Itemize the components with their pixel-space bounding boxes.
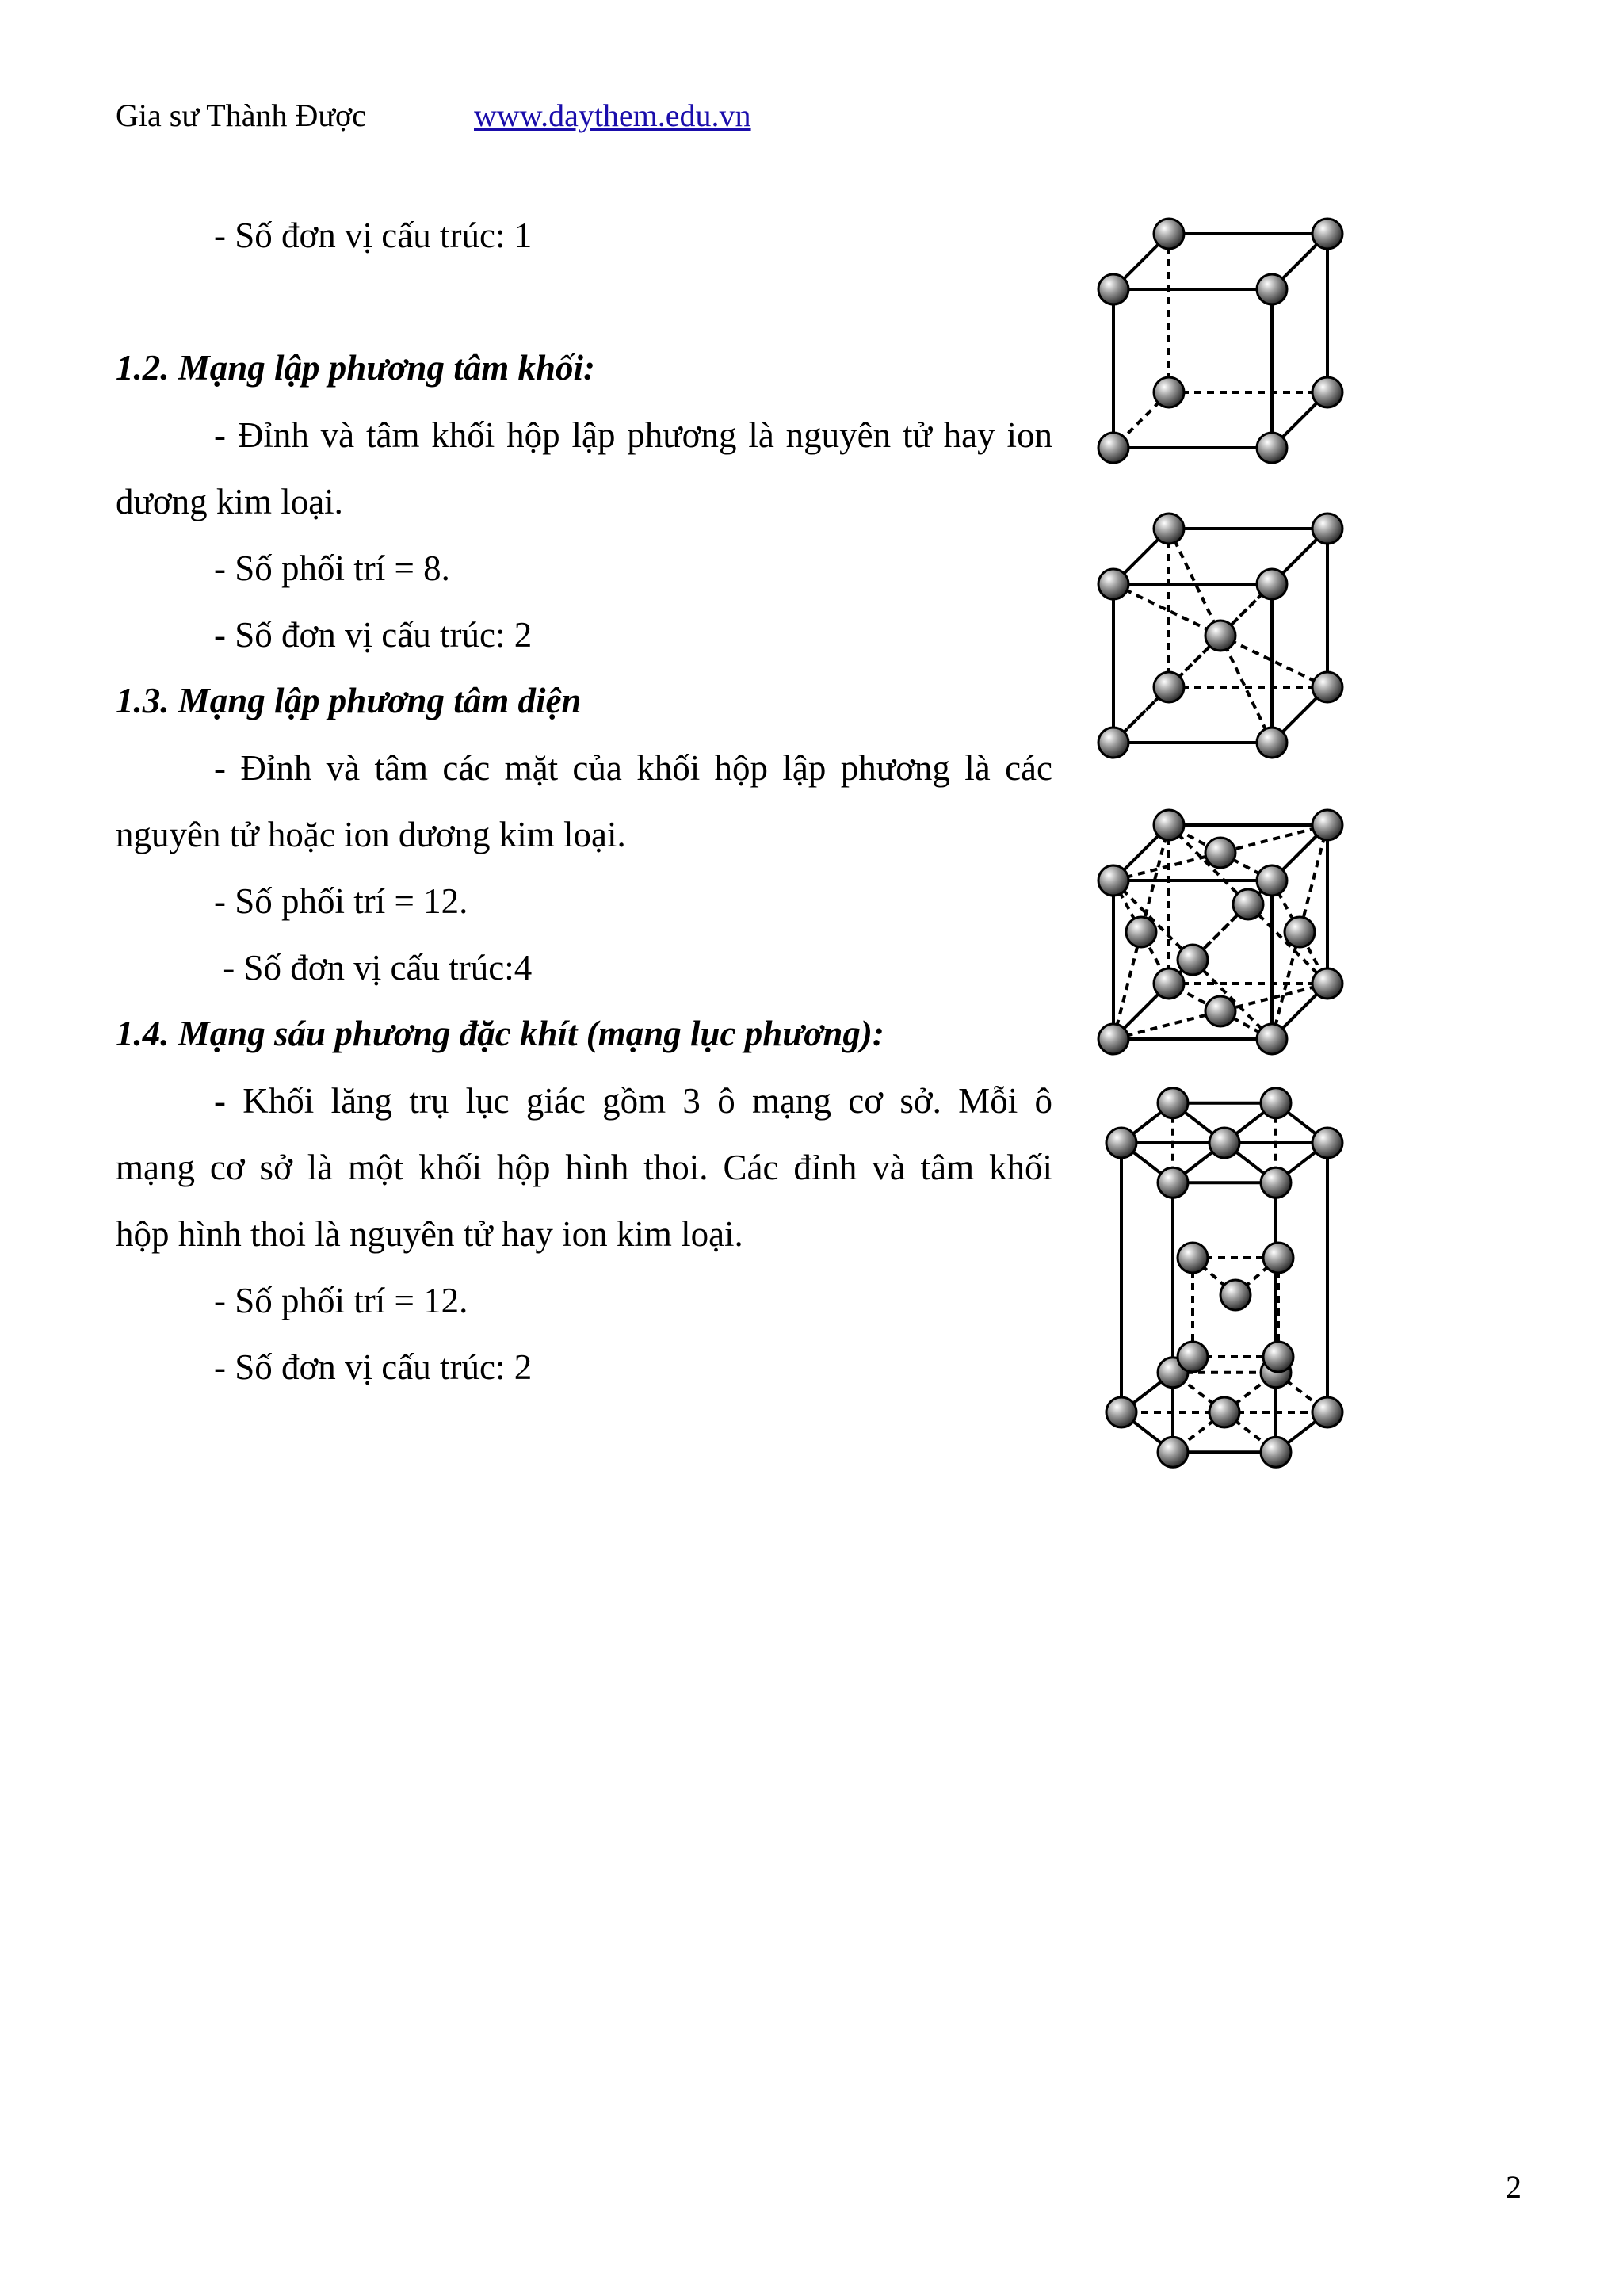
body-center-atom — [1205, 621, 1235, 651]
fcc-units: - Số đơn vị cấu trúc:4 — [214, 948, 533, 988]
hex-vertex-atom — [1158, 1088, 1188, 1118]
corner-atom — [1257, 1024, 1287, 1054]
hcp-desc-line3: hộp hình thoi là nguyên tử hay ion kim loại. — [116, 1214, 743, 1254]
hex-center-atom — [1209, 1397, 1239, 1427]
hcp-heading: 1.4. Mạng sáu phương đặc khít (mạng lục phương): — [116, 1014, 884, 1053]
hex-vertex-atom — [1106, 1128, 1136, 1158]
face-center-atom — [1285, 917, 1315, 947]
hex-vertex-atom — [1261, 1437, 1291, 1467]
hex-vertex-atom — [1261, 1167, 1291, 1198]
face-center-atom — [1205, 838, 1235, 868]
corner-atom — [1098, 569, 1128, 599]
body-diagonal — [1220, 636, 1272, 743]
corner-atom — [1098, 274, 1128, 304]
hex-center-atom — [1209, 1128, 1239, 1158]
corner-atom — [1257, 728, 1287, 758]
hex-vertex-atom — [1312, 1397, 1342, 1427]
face-center-atom — [1233, 889, 1263, 919]
bcc-desc-line2: dương kim loại. — [116, 482, 343, 521]
corner-atom — [1154, 377, 1184, 407]
hcp-coordination: - Số phối trí = 12. — [214, 1281, 468, 1320]
body-diagonal — [1169, 529, 1220, 636]
hcp-desc-line1: - Khối lăng trụ lục giác gồm 3 ô mạng cơ sở. Mỗi ô — [214, 1081, 1052, 1121]
corner-atom — [1312, 219, 1342, 249]
corner-atom — [1312, 810, 1342, 840]
corner-atom — [1312, 968, 1342, 999]
fcc-desc-line2: nguyên tử hoặc ion dương kim loại. — [116, 815, 626, 854]
middle-layer-atom — [1178, 1243, 1208, 1273]
corner-atom — [1257, 865, 1287, 896]
bcc-desc-line1: - Đỉnh và tâm khối hộp lập phương là nguyên tử hay ion — [214, 415, 1052, 455]
simple-cubic-figure — [1086, 206, 1363, 476]
body-diagonal — [1113, 584, 1220, 636]
body-centered-cubic-figure — [1086, 501, 1363, 770]
face-center-atom — [1205, 996, 1235, 1026]
bcc-heading: 1.2. Mạng lập phương tâm khối: — [116, 348, 595, 388]
hcp-desc-line2: mạng cơ sở là một khối hộp hình thoi. Các đỉnh và tâm khối — [116, 1148, 1052, 1187]
fcc-heading: 1.3. Mạng lập phương tâm diện — [116, 681, 582, 720]
middle-layer-atom — [1263, 1342, 1293, 1372]
face-center-atom — [1178, 945, 1208, 975]
corner-atom — [1154, 672, 1184, 702]
bcc-units: - Số đơn vị cấu trúc: 2 — [214, 615, 533, 655]
corner-atom — [1257, 569, 1287, 599]
middle-layer-atom — [1178, 1342, 1208, 1372]
corner-atom — [1154, 219, 1184, 249]
corner-atom — [1154, 810, 1184, 840]
bcc-coordination: - Số phối trí = 8. — [214, 548, 450, 588]
corner-atom — [1098, 728, 1128, 758]
middle-layer-atom — [1263, 1243, 1293, 1273]
corner-atom — [1312, 377, 1342, 407]
hex-vertex-atom — [1312, 1128, 1342, 1158]
corner-atom — [1312, 514, 1342, 544]
middle-layer-atom — [1220, 1280, 1251, 1310]
corner-atom — [1098, 433, 1128, 463]
hex-vertex-atom — [1158, 1167, 1188, 1198]
corner-atom — [1257, 274, 1287, 304]
corner-atom — [1154, 968, 1184, 999]
corner-atom — [1098, 865, 1128, 896]
corner-atom — [1257, 433, 1287, 463]
body-diagonal — [1220, 636, 1327, 687]
sc-units: - Số đơn vị cấu trúc: 1 — [214, 216, 533, 255]
hcp-units: - Số đơn vị cấu trúc: 2 — [214, 1347, 533, 1387]
header-author: Gia sư Thành Được — [116, 97, 366, 133]
face-center-atom — [1126, 917, 1156, 947]
fcc-desc-line1: - Đỉnh và tâm các mặt của khối hộp lập phương là các — [214, 748, 1052, 788]
hex-vertex-atom — [1261, 1088, 1291, 1118]
hex-vertex-atom — [1158, 1437, 1188, 1467]
hexagonal-close-packed-figure — [1086, 1087, 1363, 1476]
header-website-link[interactable]: www.daythem.edu.vn — [474, 97, 751, 133]
corner-atom — [1312, 672, 1342, 702]
hex-vertex-atom — [1106, 1397, 1136, 1427]
face-centered-cubic-figure — [1086, 797, 1363, 1067]
page-number: 2 — [1506, 2169, 1522, 2205]
fcc-coordination: - Số phối trí = 12. — [214, 881, 468, 921]
corner-atom — [1098, 1024, 1128, 1054]
corner-atom — [1154, 514, 1184, 544]
